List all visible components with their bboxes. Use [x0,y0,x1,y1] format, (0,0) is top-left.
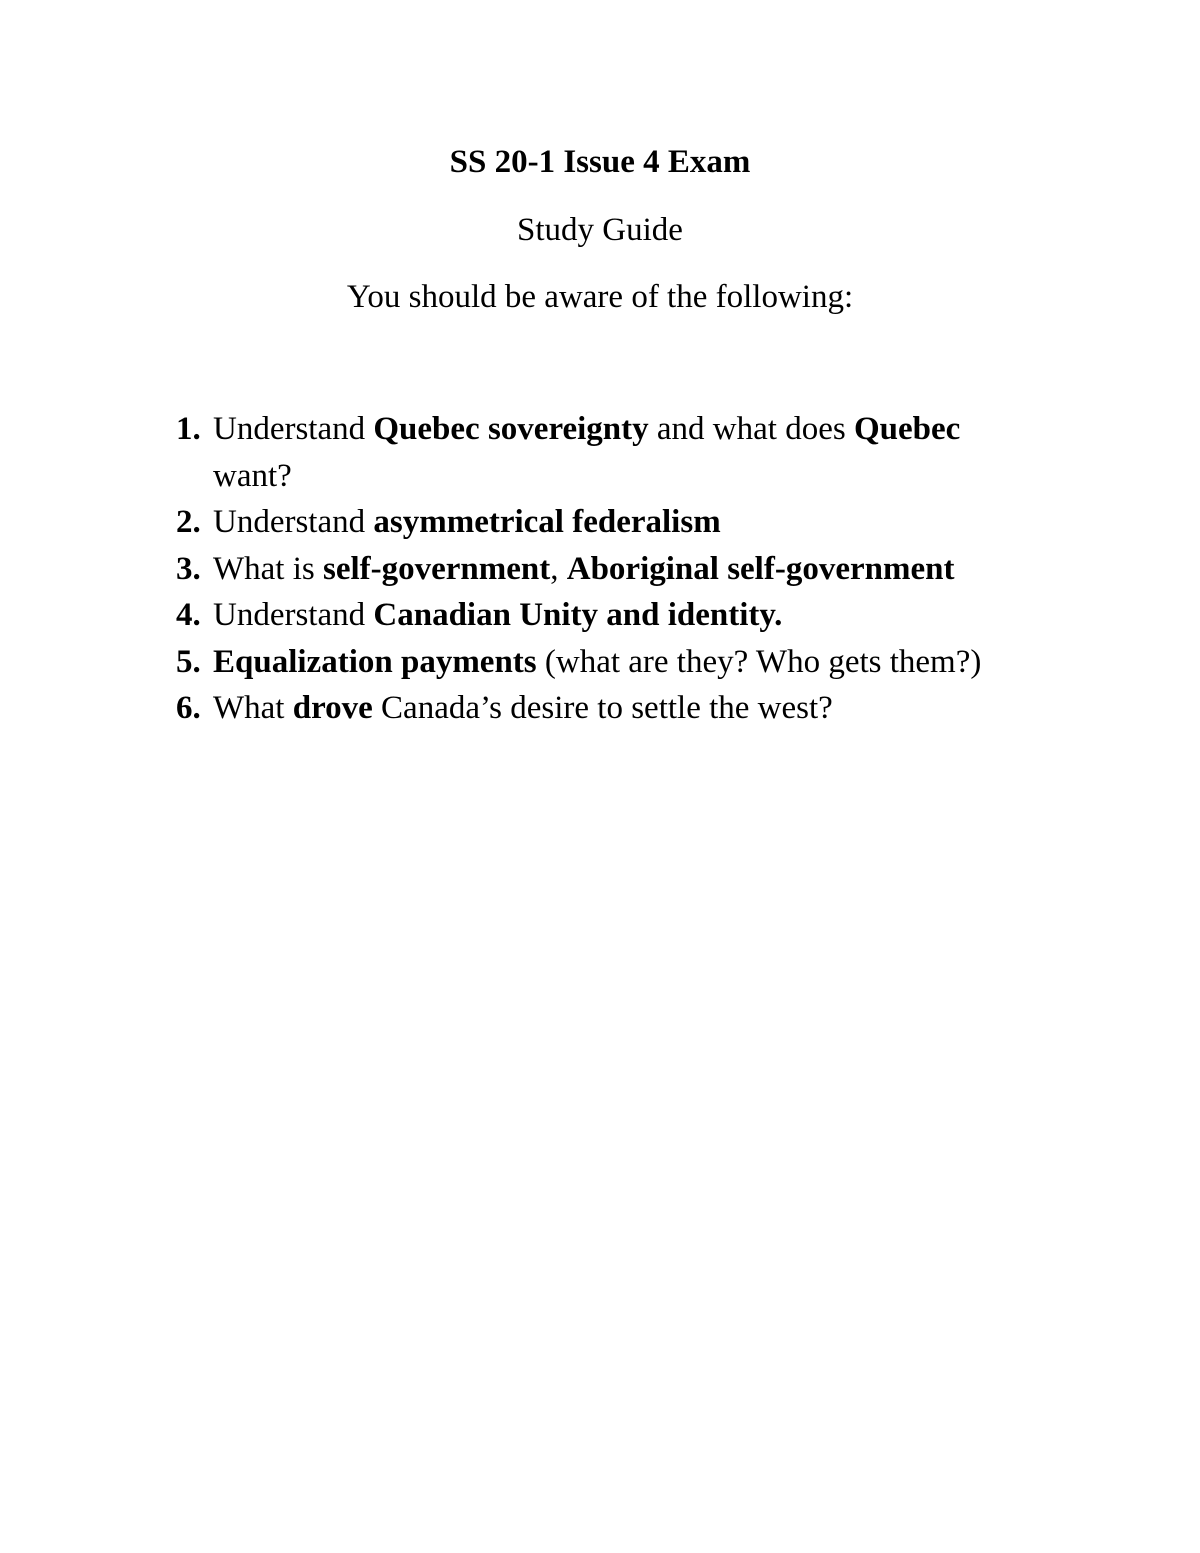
item-text [213,504,721,540]
item-text-bold: Aboriginal self-government [566,550,955,587]
item-text-bold: Equalization payments [213,643,537,680]
list-item-4 [176,592,1076,639]
item-text-part: Canada’s desire to settle the west? [372,690,833,726]
item-text [213,597,782,633]
intro-text: You should be aware of the following: [346,279,854,315]
item-text-part: Understand [213,597,374,633]
item-number: 2. [176,504,201,540]
list-item-5 [176,639,1076,686]
item-text-bold: Canadian Unity and identity. [373,597,783,633]
item-text-part: want? [213,457,292,494]
item-text [213,690,833,726]
item-text-bold: asymmetrical federalism [373,504,721,540]
item-number: 3. [176,550,201,587]
item-number: 5. [176,643,201,680]
item-number: 6. [176,690,201,726]
item-text [213,411,960,494]
item-text-part: and what does [648,411,854,447]
item-text-bold: Quebec sovereignty [373,411,649,447]
list-item-6 [176,685,1076,732]
item-number: 1. [176,411,201,447]
item-text-part: What is [213,550,323,587]
item-text-bold: self-government [322,550,551,587]
list-item-2 [176,499,1076,546]
item-text-part: (what are they? Who gets them?) [536,643,982,680]
item-text-bold: Quebec [853,411,961,447]
study-item-list [176,406,1076,732]
page-title: SS 20-1 Issue 4 Exam [449,144,751,180]
item-text [213,551,954,587]
list-item-1 [176,406,1076,499]
item-text-bold: drove [292,690,373,726]
item-text-part: , [550,550,567,587]
list-item-3 [176,546,1076,593]
item-text-part: Understand [213,411,374,447]
item-text-part: What [213,690,293,726]
item-number: 4. [176,597,201,633]
page-subtitle: Study Guide [517,212,683,248]
item-text-part: Understand [213,504,374,540]
item-text [213,644,981,680]
